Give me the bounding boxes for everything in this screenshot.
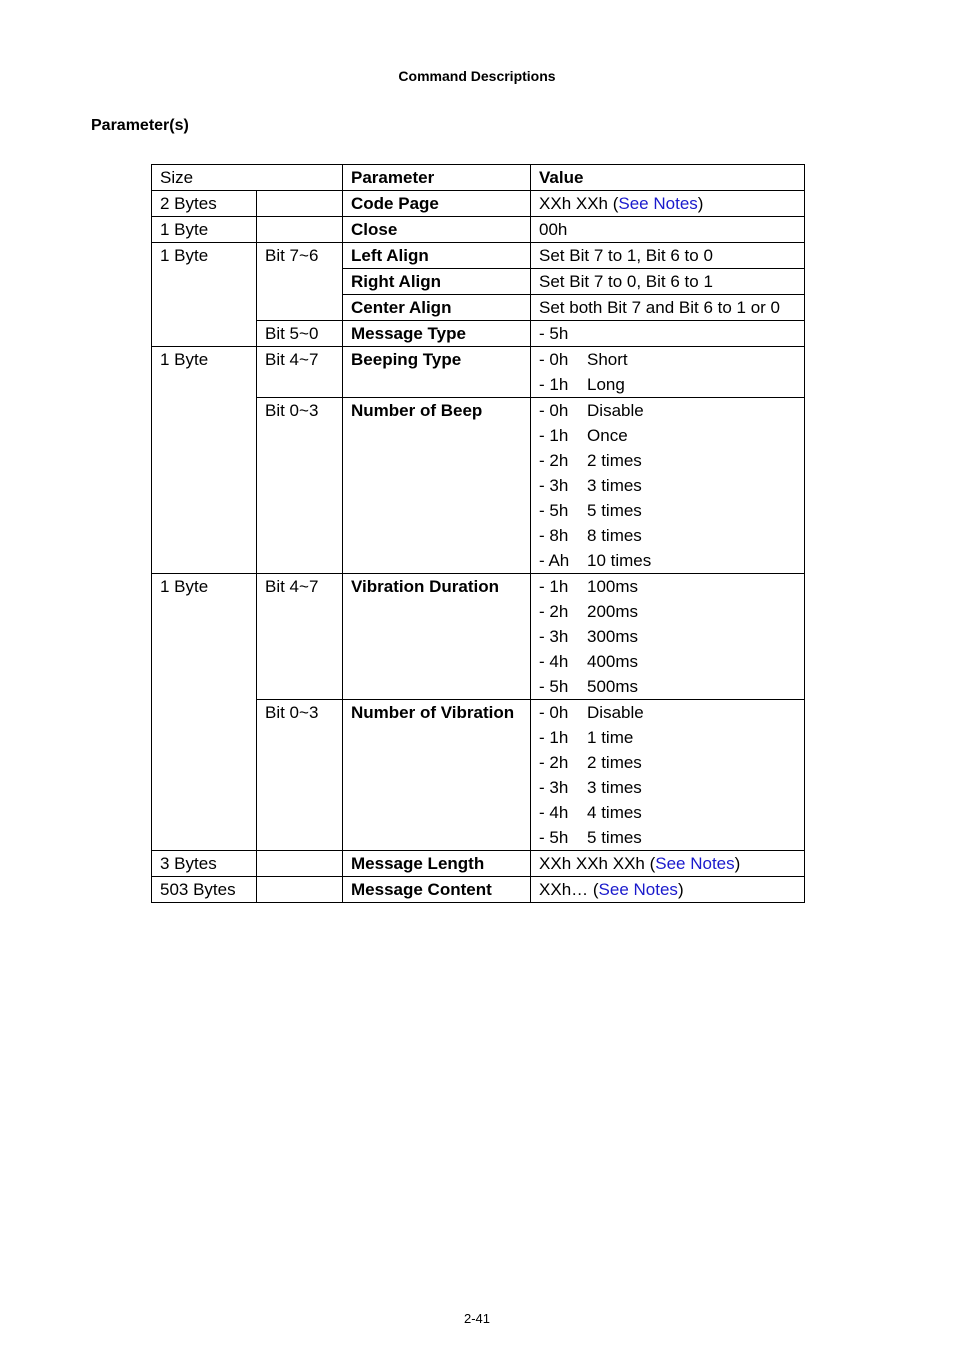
size-cell: 1 Byte xyxy=(152,574,257,851)
bit-cell: Bit 5~0 xyxy=(257,321,343,347)
value-code: - 4h xyxy=(539,803,569,822)
value-text: ) xyxy=(697,194,704,213)
value-cell xyxy=(531,700,805,851)
value-description: 8 times xyxy=(587,526,642,545)
parameter-cell: Left Align xyxy=(343,243,531,269)
size-cell: 503 Bytes xyxy=(152,877,257,903)
value-cell xyxy=(531,877,805,903)
see-notes-link[interactable]: See Notes xyxy=(598,880,678,899)
table-row xyxy=(152,243,805,269)
value-line xyxy=(539,800,796,825)
value-line xyxy=(539,775,796,800)
table-row xyxy=(152,851,805,877)
header-size: Size xyxy=(152,165,343,191)
bit-cell: Bit 0~3 xyxy=(257,398,343,574)
value-description: 500ms xyxy=(587,677,639,696)
bit-cell: Bit 4~7 xyxy=(257,347,343,398)
header-parameter: Parameter xyxy=(343,165,531,191)
value-code: - 3h xyxy=(539,476,569,495)
value-text: XXh… ( xyxy=(539,880,599,899)
value-text: XXh XXh ( xyxy=(539,194,619,213)
value-line xyxy=(539,473,796,498)
value-cell xyxy=(531,347,805,398)
see-notes-link[interactable]: See Notes xyxy=(655,854,735,873)
value-description: Once xyxy=(587,426,628,445)
value-code: - 3h xyxy=(539,627,569,646)
value-description: 4 times xyxy=(587,803,642,822)
value-line xyxy=(539,725,796,750)
bit-cell xyxy=(257,851,343,877)
value-code: - 8h xyxy=(539,526,569,545)
value-description: Disable xyxy=(587,703,644,722)
value-line xyxy=(539,347,796,372)
bit-cell: Bit 0~3 xyxy=(257,700,343,851)
section-title: Parameter(s) xyxy=(91,117,189,134)
bit-cell: Bit 7~6 xyxy=(257,243,343,321)
size-cell: 1 Byte xyxy=(152,347,257,574)
value-description: Long xyxy=(587,375,625,394)
table-header-row xyxy=(152,165,805,191)
value-code: - 1h xyxy=(539,577,569,596)
value-cell xyxy=(531,574,805,700)
size-cell: 1 Byte xyxy=(152,243,257,347)
value-description: 1 time xyxy=(587,728,634,747)
value-code: - 0h xyxy=(539,401,569,420)
parameters-table xyxy=(151,164,805,903)
value-description: 2 times xyxy=(587,753,642,772)
value-line xyxy=(539,649,796,674)
value-description: 300ms xyxy=(587,627,639,646)
value-code: - 5h xyxy=(539,677,569,696)
value-description: 5 times xyxy=(587,501,642,520)
value-cell: 00h xyxy=(531,217,805,243)
parameter-cell: Center Align xyxy=(343,295,531,321)
bit-cell: Bit 4~7 xyxy=(257,574,343,700)
value-line xyxy=(539,700,796,725)
parameter-cell: Number of Vibration xyxy=(343,700,531,851)
parameter-cell: Message Content xyxy=(343,877,531,903)
value-code: - Ah xyxy=(539,551,570,570)
value-description: Disable xyxy=(587,401,644,420)
value-code: - 3h xyxy=(539,778,569,797)
value-cell: - 5h xyxy=(531,321,805,347)
size-cell: 2 Bytes xyxy=(152,191,257,217)
value-code: - 0h xyxy=(539,703,569,722)
value-cell: Set both Bit 7 and Bit 6 to 1 or 0 xyxy=(531,295,805,321)
value-line xyxy=(539,599,796,624)
value-line xyxy=(539,448,796,473)
header-value: Value xyxy=(531,165,805,191)
parameter-cell: Message Length xyxy=(343,851,531,877)
value-code: - 2h xyxy=(539,753,569,772)
value-code: - 1h xyxy=(539,728,569,747)
value-text: ) xyxy=(734,854,741,873)
value-description: 10 times xyxy=(587,551,652,570)
value-code: - 1h xyxy=(539,426,569,445)
table-row xyxy=(152,574,805,700)
value-description: 400ms xyxy=(587,652,639,671)
value-line xyxy=(539,825,796,850)
parameter-cell: Vibration Duration xyxy=(343,574,531,700)
value-description: 5 times xyxy=(587,828,642,847)
parameter-cell: Message Type xyxy=(343,321,531,347)
value-description: 100ms xyxy=(587,577,639,596)
value-description: 3 times xyxy=(587,476,642,495)
value-line xyxy=(539,498,796,523)
value-description: Short xyxy=(587,350,628,369)
value-line xyxy=(539,372,796,397)
table-row xyxy=(152,347,805,398)
parameter-cell: Right Align xyxy=(343,269,531,295)
value-line xyxy=(539,423,796,448)
value-description: 3 times xyxy=(587,778,642,797)
value-text: ) xyxy=(677,880,684,899)
value-line xyxy=(539,574,796,599)
value-line xyxy=(539,548,796,573)
table-row xyxy=(152,877,805,903)
size-cell: 3 Bytes xyxy=(152,851,257,877)
value-code: - 5h xyxy=(539,501,569,520)
value-code: - 2h xyxy=(539,602,569,621)
value-code: - 5h xyxy=(539,828,569,847)
value-code: - 2h xyxy=(539,451,569,470)
value-line xyxy=(539,523,796,548)
value-cell xyxy=(531,191,805,217)
value-code: - 0h xyxy=(539,350,569,369)
value-line xyxy=(539,398,796,423)
value-cell xyxy=(531,398,805,574)
value-description: 2 times xyxy=(587,451,642,470)
value-code: - 4h xyxy=(539,652,569,671)
size-cell: 1 Byte xyxy=(152,217,257,243)
parameter-cell: Beeping Type xyxy=(343,347,531,398)
table-row xyxy=(152,191,805,217)
see-notes-link[interactable]: See Notes xyxy=(618,194,698,213)
value-line xyxy=(539,750,796,775)
bit-cell xyxy=(257,217,343,243)
value-cell: Set Bit 7 to 0, Bit 6 to 1 xyxy=(531,269,805,295)
bit-cell xyxy=(257,191,343,217)
value-line xyxy=(539,674,796,699)
bit-cell xyxy=(257,877,343,903)
value-text: XXh XXh XXh ( xyxy=(539,854,656,873)
page-number: 2-41 xyxy=(463,1311,491,1326)
value-code: - 1h xyxy=(539,375,569,394)
page-header: Command Descriptions xyxy=(398,68,556,84)
value-cell: Set Bit 7 to 1, Bit 6 to 0 xyxy=(531,243,805,269)
value-description: 200ms xyxy=(587,602,639,621)
parameter-cell: Code Page xyxy=(343,191,531,217)
value-line xyxy=(539,624,796,649)
parameter-cell: Number of Beep xyxy=(343,398,531,574)
table-row xyxy=(152,217,805,243)
value-cell xyxy=(531,851,805,877)
parameter-cell: Close xyxy=(343,217,531,243)
